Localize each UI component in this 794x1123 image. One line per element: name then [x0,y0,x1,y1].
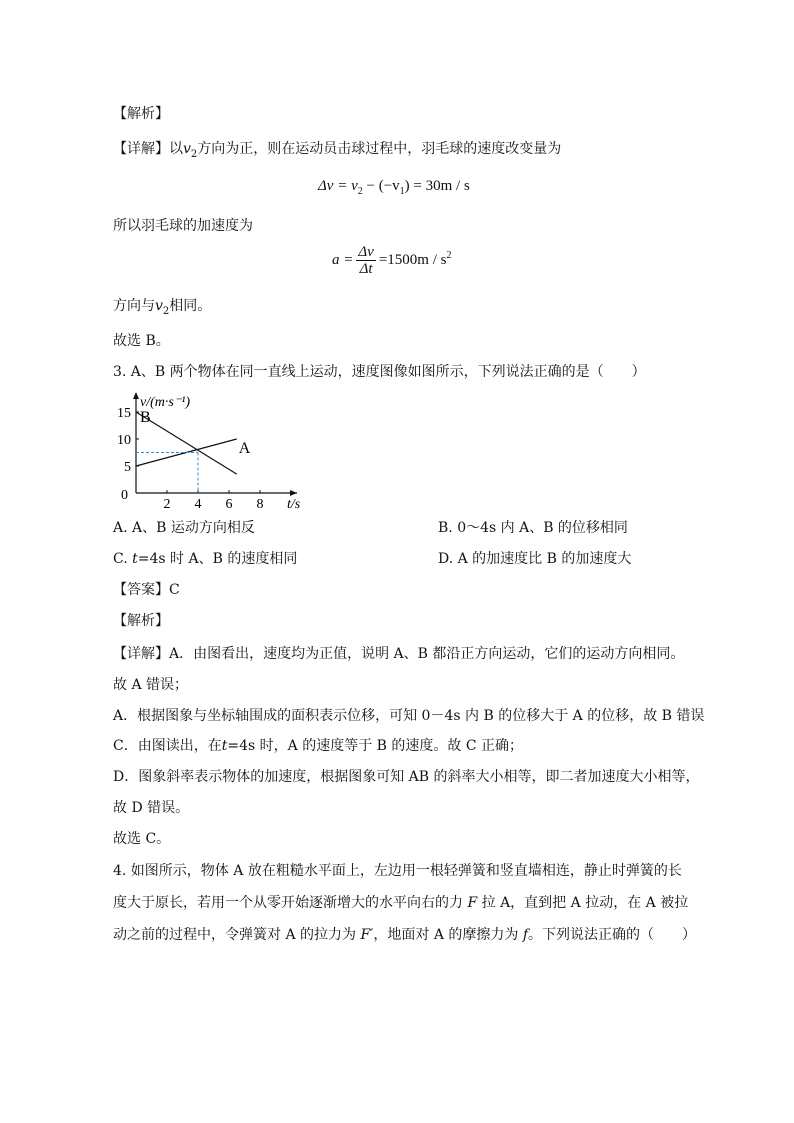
series-label-b: B [140,409,151,426]
detail-var: v [183,141,191,157]
y-tick-label: 15 [117,406,131,421]
x-tick-label: 6 [225,497,233,508]
eq2-num: Δv [358,244,374,260]
question4-line-1: 4. 如图所示，物体 A 放在粗糙水平面上，左边用一根轻弹簧和竖直墙相连，静止时弹簧的长 [113,863,682,879]
analysis-heading: 【解析】 [113,106,169,122]
eq2-den: Δt [359,261,373,277]
option-b: B. 0～4s 内 A、B 的位移相同 [438,520,628,536]
eq2-exp: 2 [446,249,452,261]
q4-line3-rest: 。下列说法正确的（ ） [528,927,697,943]
option-c-var: t [132,551,138,567]
q4-line3-prefix: 动之前的过程中，令弹簧对 A 的拉力为 [113,927,361,943]
x-axis-label: t/s [287,497,301,508]
eq1-mid: − (−v [362,178,400,194]
q4-line2-prefix: 度大于原长，若用一个从零开始逐渐增大的水平向右的力 [113,895,468,911]
answer-b: 故选 B。 [113,333,170,349]
detail-d-2: 故 D 错误。 [113,800,190,816]
x-axis-arrow [290,490,297,496]
option-d: D. A 的加速度比 B 的加速度大 [438,551,632,567]
eq1-sub1: 1 [399,186,405,197]
detail-line [113,139,561,165]
dir-sub: 2 [162,305,170,317]
q4-force-var: F [467,895,478,911]
eq1-rhs: ) = 30m / s [404,178,470,194]
detail-b: A．根据图象与坐标轴围成的面积表示位移，可知 0－4s 内 B 的位移大于 A 的位移，故 B 错误 [113,708,705,724]
detail-c [113,736,523,756]
q4-spring-force-var: F′ [360,927,374,943]
detail-sub: 2 [190,148,198,160]
eq2-fraction [356,244,375,277]
question3-stem: 3. A、B 两个物体在同一直线上运动，速度图像如图所示，下列说法正确的是（ ） [113,364,646,380]
option-c-prefix: C. [113,551,133,567]
equation-delta-v [318,178,470,197]
series-label-a: A [238,440,251,457]
q4-friction-var: f [522,927,529,943]
dir-var: v [155,298,163,314]
final-answer-c: 故选 C。 [113,831,171,847]
option-c-rest: =4s 时 A、B 的速度相同 [137,551,298,567]
dir-prefix: 方向与 [113,298,155,314]
origin-label: 0 [121,488,128,503]
eq1-lhs: Δv = v [318,178,358,194]
eq1-sub2: 2 [357,186,363,197]
answer-heading: 【答案】C [113,582,180,598]
option-a: A. A、B 运动方向相反 [113,520,255,536]
q4-line2-rest: 拉 A，直到把 A 拉动，在 A 被拉 [477,895,689,911]
x-tick-label: 2 [163,497,171,508]
eq2-rhs: =1500m / s [378,251,447,268]
question4-line-3 [113,925,696,945]
y-tick-label: 5 [124,460,131,475]
detail-prefix: 【详解】以 [113,141,183,157]
accel-intro: 所以羽毛球的加速度为 [113,218,253,234]
q4-line3-mid: ，地面对 A 的摩擦力为 [373,927,523,943]
option-c [113,549,297,569]
dir-suffix: 相同。 [169,298,212,314]
analysis-heading-2: 【解析】 [113,613,169,629]
velocity-time-chart [110,388,320,508]
detail-c-prefix: C．由图读出，在 [113,738,222,754]
x-tick-label: 4 [194,497,202,508]
eq2-a: a = [332,251,354,268]
detail-a-1: 【详解】A．由图看出，速度均为正值，说明 A、B 都沿正方向运动，它们的运动方向相同。 [113,646,685,662]
detail-a-2: 故 A 错误； [113,677,189,693]
detail-c-var: t [221,738,228,754]
x-tick-label: 8 [256,497,264,508]
detail-d-1: D．图象斜率表示物体的加速度，根据图象可知 AB 的斜率大小相等，即二者加速度大小相等， [113,769,700,785]
y-axis-arrow [133,392,139,399]
question4-line-2 [113,893,688,913]
y-axis-label: v/(m·s⁻¹) [140,395,191,410]
detail-rest: 方向为正，则在运动员击球过程中，羽毛球的速度改变量为 [197,141,562,157]
y-tick-label: 10 [117,433,131,448]
detail-c-rest: =4s 时，A 的速度等于 B 的速度。故 C 正确； [227,738,523,754]
direction-line [113,296,211,322]
equation-accel [332,244,451,277]
